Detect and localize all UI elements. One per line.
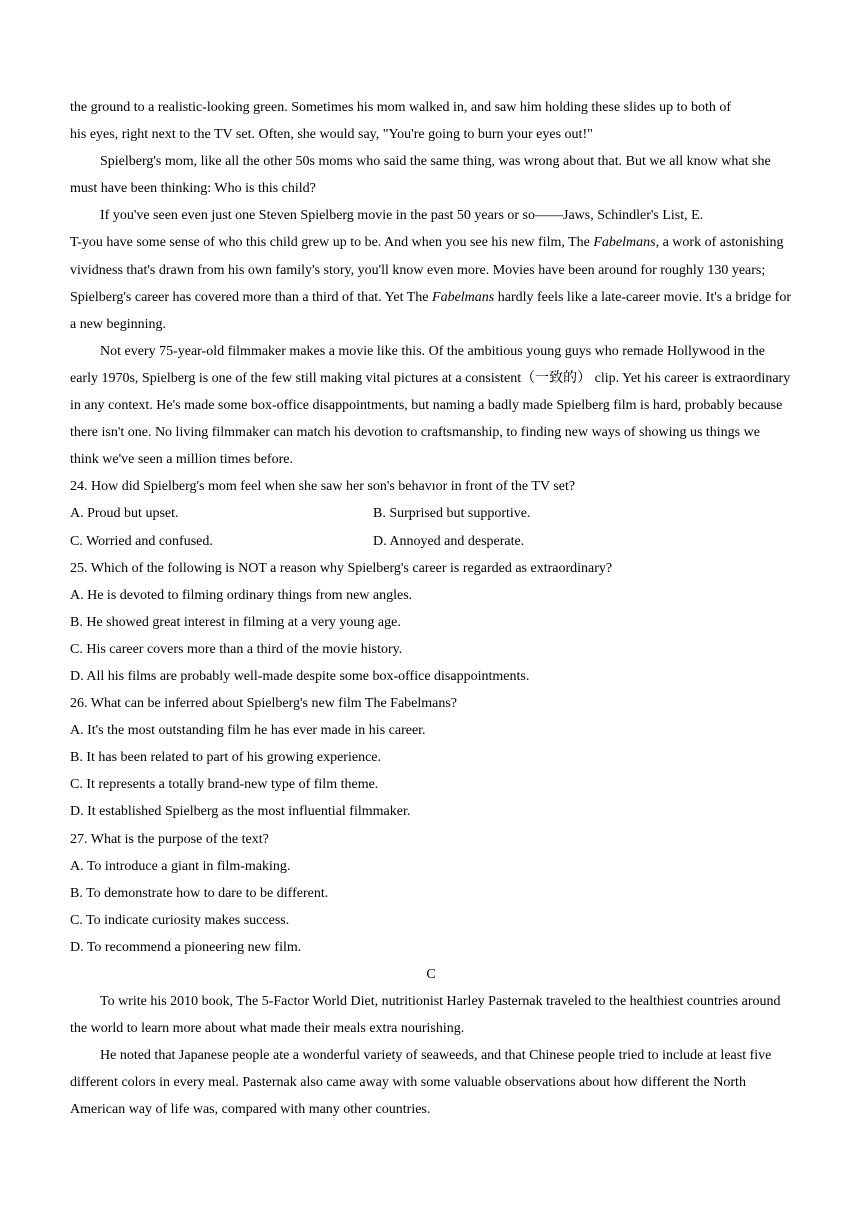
paragraph-1-line-2: his eyes, right next to the TV set. Often, she would say, "You're going to burn your eyes out!" — [70, 127, 593, 143]
question-24-options-row-1 — [70, 500, 792, 527]
question-26-option-b: B. It has been related to part of his growing experience. — [70, 750, 382, 766]
paragraph-3-line-1: If you've seen even just one Steven Spielberg movie in the past 50 years or so——Jaws, Schindler's List, E. — [100, 208, 704, 224]
question-25-option-b: B. He showed great interest in filming at a very young age. — [70, 614, 401, 630]
question-24-option-b: B. Surprised but supportive. — [373, 506, 531, 522]
question-26-option-d: D. It established Spielberg as the most influential filmmaker. — [70, 804, 411, 820]
paragraph-3 — [70, 229, 792, 337]
paragraph-1-line-1: the ground to a realistic-looking green. Sometimes his mom walked in, and saw him holding these slides up to both of — [70, 100, 732, 115]
question-24-options-row-2 — [70, 528, 792, 555]
question-24-option-c: C. Worried and confused. — [70, 533, 213, 549]
question-27-option-b: B. To demonstrate how to dare to be different. — [70, 885, 329, 901]
question-25-option-c: C. His career covers more than a third of the movie history. — [70, 641, 403, 657]
question-24-stem: 24. How did Spielberg's mom feel when she saw her son's behavıor in front of the TV set? — [70, 479, 576, 495]
section-c-heading: C — [426, 967, 436, 982]
question-26-stem: 26. What can be inferred about Spielberg's new film The Fabelmans? — [70, 696, 458, 712]
question-24-option-d: D. Annoyed and desperate. — [373, 533, 525, 549]
paragraph-3-part-c: hardly feels like a late-career movie. It's a bridge for a new beginning. — [70, 289, 792, 332]
section-c-paragraph-2: He noted that Japanese people ate a wonderful variety of seaweeds, and that Chinese people tried to include at least five different colors in every meal. Pasternak also came away with some valuable observations about how different the North American way of life was, compared with many other countries. — [70, 1048, 772, 1118]
paragraph-3-part-b: , a work of astonishing vividness that's drawn from his own family's story, you'll know even more. Movies have been around for roughly 130 years; Spielberg's career has covered more than a third of that. Yet The — [70, 235, 784, 305]
section-c-paragraph-1: To write his 2010 book, The 5-Factor World Diet, nutritionist Harley Pasternak traveled to the healthiest countries around the world to learn more about what made their meals extra nourishing. — [70, 994, 781, 1037]
question-27-option-d: D. To recommend a pioneering new film. — [70, 939, 302, 955]
film-title-fabelmans: Fabelmans — [593, 235, 656, 251]
paragraph-2: Spielberg's mom, like all the other 50s moms who said the same thing, was wrong about that. But we all know what she must have been thinking: Who is this child? — [70, 154, 771, 197]
question-26-option-a: A. It's the most outstanding film he has ever made in his career. — [70, 723, 426, 739]
film-title-fabelmans-2: Fabelmans — [432, 289, 495, 305]
question-24-option-a: A. Proud but upset. — [70, 506, 179, 522]
question-27-option-c: C. To indicate curiosity makes success. — [70, 912, 290, 928]
paragraph-4: Not every 75-year-old filmmaker makes a movie like this. Of the ambitious young guys who remade Hollywood in the early 1970s, Spielberg is one of the few still making vital pictures at a consistent（一致的） clip. Yet his career is extraordinary in any context. He's made some box-office disappointments, but naming a badly made Spielberg film is hard, probably because there isn't one. No living filmmaker can match his devotion to craftsmanship, to finding new ways of showing us things we think we've seen a million times before. — [70, 343, 791, 468]
question-25-option-a: A. He is devoted to filming ordinary things from new angles. — [70, 587, 413, 603]
paragraph-3-part-a: T-you have some sense of who this child grew up to be. And when you see his new film, The — [70, 235, 594, 251]
question-26-option-c: C. It represents a totally brand-new type of film theme. — [70, 777, 379, 793]
question-25-stem: 25. Which of the following is NOT a reason why Spielberg's career is regarded as extraordinary? — [70, 560, 613, 576]
document-page — [70, 94, 792, 1124]
question-27-stem: 27. What is the purpose of the text? — [70, 831, 269, 847]
question-27-option-a: A. To introduce a giant in film-making. — [70, 858, 291, 874]
question-25-option-d: D. All his films are probably well-made despite some box-office disappointments. — [70, 668, 530, 684]
